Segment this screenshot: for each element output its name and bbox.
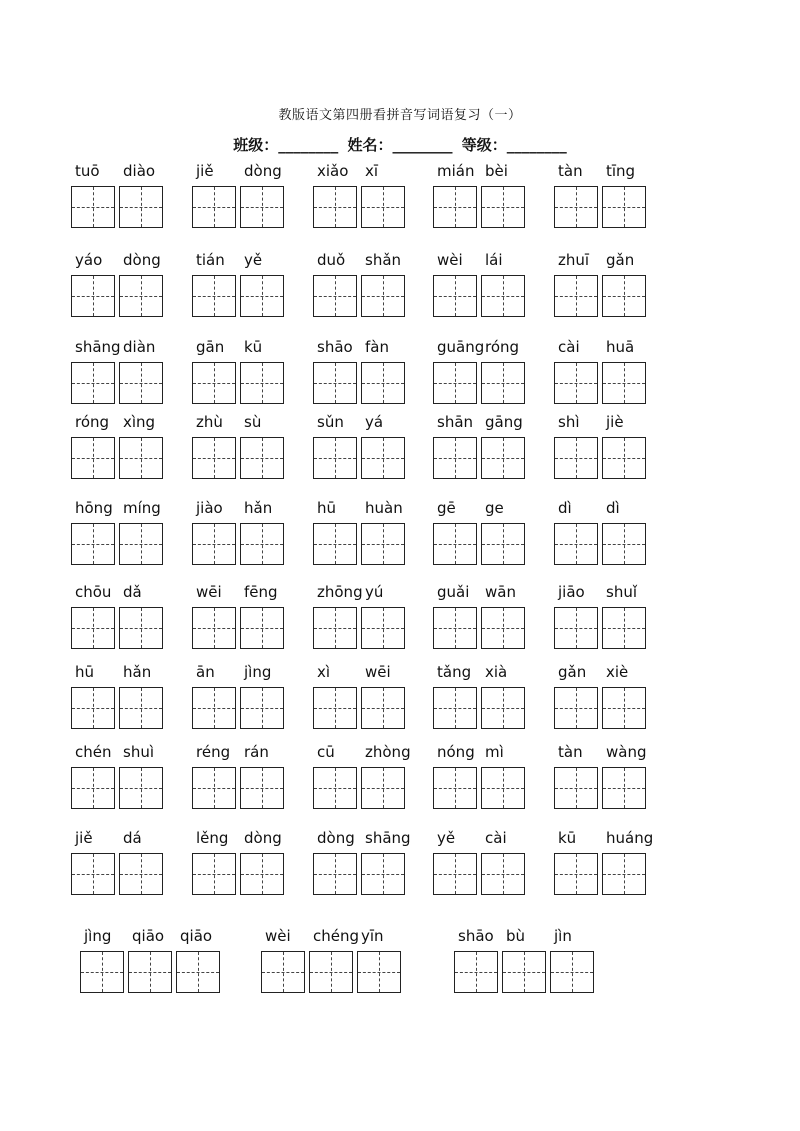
writing-grid-box[interactable] [554, 767, 598, 809]
pinyin-label: róng [485, 338, 520, 356]
writing-grid-box[interactable] [554, 275, 598, 317]
writing-grid-box[interactable] [361, 186, 405, 228]
pinyin-label: yīn [361, 927, 384, 945]
writing-grid-box[interactable] [240, 275, 284, 317]
writing-grid-box[interactable] [71, 607, 115, 649]
pinyin-label: jìng [84, 927, 112, 945]
writing-grid-box[interactable] [192, 607, 236, 649]
pinyin-label: dòng [317, 829, 355, 847]
writing-grid-box[interactable] [602, 607, 646, 649]
pinyin-label: tuō [75, 162, 100, 180]
pinyin-label: kū [558, 829, 577, 847]
writing-grid-box[interactable] [481, 767, 525, 809]
writing-grid-box[interactable] [128, 951, 172, 993]
writing-grid-box[interactable] [481, 523, 525, 565]
pinyin-label: shāng [75, 338, 121, 356]
writing-grid-box[interactable] [240, 687, 284, 729]
pinyin-label: dòng [123, 251, 161, 269]
writing-grid-box[interactable] [71, 853, 115, 895]
writing-grid-box[interactable] [71, 767, 115, 809]
pinyin-label: gǎn [606, 251, 635, 269]
writing-grid-box[interactable] [240, 607, 284, 649]
pinyin-label: diàn [123, 338, 156, 356]
pinyin-label: jiě [75, 829, 93, 847]
writing-grid-box[interactable] [240, 437, 284, 479]
writing-grid-box[interactable] [361, 767, 405, 809]
writing-grid-box[interactable] [602, 437, 646, 479]
writing-grid-box[interactable] [192, 186, 236, 228]
pinyin-label: tǎng [437, 663, 472, 681]
pinyin-label: wēi [365, 663, 391, 681]
pinyin-label: chōu [75, 583, 112, 601]
pinyin-label: xiè [606, 663, 629, 681]
pinyin-label: ān [196, 663, 215, 681]
pinyin-label: shì [558, 413, 580, 431]
writing-grid-box[interactable] [554, 607, 598, 649]
pinyin-label: lái [485, 251, 503, 269]
pinyin-label: sǔn [317, 413, 344, 431]
writing-grid-box[interactable] [176, 951, 220, 993]
writing-grid-box[interactable] [602, 275, 646, 317]
writing-grid-box[interactable] [313, 362, 357, 404]
writing-grid-box[interactable] [313, 437, 357, 479]
pinyin-label: sù [244, 413, 262, 431]
writing-grid-box[interactable] [602, 186, 646, 228]
pinyin-label: cū [317, 743, 335, 761]
writing-grid-box[interactable] [361, 362, 405, 404]
writing-grid-box[interactable] [433, 362, 477, 404]
writing-grid-box[interactable] [71, 687, 115, 729]
pinyin-label: cài [558, 338, 580, 356]
pinyin-label: róng [75, 413, 110, 431]
pinyin-label: diào [123, 162, 156, 180]
pinyin-label: dòng [244, 829, 282, 847]
pinyin-label: yě [244, 251, 263, 269]
writing-grid-box[interactable] [313, 186, 357, 228]
writing-grid-box[interactable] [554, 523, 598, 565]
writing-grid-box[interactable] [357, 951, 401, 993]
pinyin-label: jìng [244, 663, 272, 681]
pinyin-label: shāo [458, 927, 494, 945]
writing-grid-box[interactable] [71, 186, 115, 228]
writing-grid-box[interactable] [481, 853, 525, 895]
writing-grid-box[interactable] [361, 523, 405, 565]
pinyin-label: bèi [485, 162, 508, 180]
pinyin-label: gǎn [558, 663, 587, 681]
writing-grid-box[interactable] [554, 687, 598, 729]
grade-field[interactable]: 等级：________ [461, 136, 567, 154]
student-info-line [0, 134, 800, 155]
writing-grid-box[interactable] [554, 186, 598, 228]
pinyin-label: guǎi [437, 583, 470, 601]
pinyin-label: xiǎo [317, 162, 349, 180]
pinyin-label: hū [317, 499, 337, 517]
writing-grid-box[interactable] [192, 523, 236, 565]
writing-grid-box[interactable] [119, 607, 163, 649]
pinyin-label: huā [606, 338, 635, 356]
pinyin-label: mián [437, 162, 475, 180]
pinyin-label: fēng [244, 583, 278, 601]
writing-grid-box[interactable] [602, 767, 646, 809]
writing-grid-box[interactable] [119, 687, 163, 729]
writing-grid-box[interactable] [119, 437, 163, 479]
pinyin-label: tīng [606, 162, 636, 180]
pinyin-label: shuì [123, 743, 154, 761]
pinyin-label: zhuī [558, 251, 590, 269]
pinyin-label: fàn [365, 338, 389, 356]
pinyin-label: xī [365, 162, 379, 180]
pinyin-label: shāng [365, 829, 411, 847]
pinyin-label: qiāo [132, 927, 165, 945]
pinyin-label: zhòng [365, 743, 411, 761]
pinyin-label: dì [558, 499, 572, 517]
pinyin-label: xì [317, 663, 331, 681]
pinyin-label: wèi [265, 927, 291, 945]
class-field[interactable]: 班级：________ [233, 136, 339, 154]
pinyin-label: shuǐ [606, 583, 637, 601]
pinyin-label: gāng [485, 413, 523, 431]
writing-grid-box[interactable] [240, 362, 284, 404]
writing-grid-box[interactable] [119, 767, 163, 809]
pinyin-label: hū [75, 663, 95, 681]
pinyin-label: gē [437, 499, 456, 517]
writing-grid-box[interactable] [433, 607, 477, 649]
pinyin-label: qiāo [180, 927, 213, 945]
pinyin-label: wān [485, 583, 516, 601]
pinyin-label: huáng [606, 829, 654, 847]
pinyin-label: jiě [196, 162, 214, 180]
writing-grid-box[interactable] [313, 687, 357, 729]
writing-grid-box[interactable] [433, 853, 477, 895]
writing-grid-box[interactable] [119, 523, 163, 565]
writing-grid-box[interactable] [313, 853, 357, 895]
writing-grid-box[interactable] [192, 767, 236, 809]
pinyin-label: hǎn [244, 499, 273, 517]
pinyin-label: lěng [196, 829, 229, 847]
pinyin-label: jiāo [558, 583, 585, 601]
page-title: 教版语文第四册看拼音写词语复习（一） [278, 108, 522, 123]
writing-grid-box[interactable] [192, 687, 236, 729]
pinyin-label: nóng [437, 743, 475, 761]
writing-grid-box[interactable] [481, 275, 525, 317]
writing-grid-box[interactable] [602, 523, 646, 565]
pinyin-label: shān [437, 413, 474, 431]
pinyin-label: tián [196, 251, 225, 269]
writing-grid-box[interactable] [309, 951, 353, 993]
writing-grid-box[interactable] [554, 437, 598, 479]
writing-grid-box[interactable] [433, 275, 477, 317]
pinyin-label: cài [485, 829, 507, 847]
writing-grid-box[interactable] [602, 362, 646, 404]
writing-grid-box[interactable] [481, 186, 525, 228]
writing-grid-box[interactable] [361, 437, 405, 479]
writing-grid-box[interactable] [240, 523, 284, 565]
writing-grid-box[interactable] [433, 523, 477, 565]
pinyin-label: hōng [75, 499, 113, 517]
pinyin-label: ge [485, 499, 504, 517]
pinyin-label: shāo [317, 338, 353, 356]
writing-grid-box[interactable] [240, 186, 284, 228]
writing-grid-box[interactable] [602, 687, 646, 729]
pinyin-label: chéng [313, 927, 360, 945]
writing-grid-box[interactable] [192, 275, 236, 317]
writing-grid-box[interactable] [313, 275, 357, 317]
pinyin-label: réng [196, 743, 231, 761]
writing-grid-box[interactable] [313, 523, 357, 565]
writing-grid-box[interactable] [433, 186, 477, 228]
pinyin-label: guāng [437, 338, 485, 356]
writing-grid-box[interactable] [240, 853, 284, 895]
pinyin-label: tàn [558, 162, 583, 180]
pinyin-label: shǎn [365, 251, 402, 269]
writing-grid-box[interactable] [433, 437, 477, 479]
writing-grid-box[interactable] [433, 767, 477, 809]
pinyin-label: gān [196, 338, 225, 356]
writing-grid-box[interactable] [361, 687, 405, 729]
pinyin-label: yá [365, 413, 384, 431]
pinyin-label: jiè [606, 413, 624, 431]
writing-grid-box[interactable] [550, 951, 594, 993]
writing-grid-box[interactable] [361, 275, 405, 317]
writing-grid-box[interactable] [602, 853, 646, 895]
writing-grid-box[interactable] [119, 362, 163, 404]
pinyin-label: yě [437, 829, 456, 847]
pinyin-label: wèi [437, 251, 463, 269]
pinyin-label: rán [244, 743, 269, 761]
writing-grid-box[interactable] [361, 853, 405, 895]
pinyin-label: bù [506, 927, 526, 945]
pinyin-label: xìng [123, 413, 156, 431]
writing-grid-box[interactable] [361, 607, 405, 649]
writing-grid-box[interactable] [481, 607, 525, 649]
writing-grid-box[interactable] [192, 853, 236, 895]
writing-grid-box[interactable] [261, 951, 305, 993]
name-field[interactable]: 姓名：________ [347, 136, 453, 154]
writing-grid-box[interactable] [554, 362, 598, 404]
pinyin-label: dòng [244, 162, 282, 180]
pinyin-label: duǒ [317, 251, 346, 269]
pinyin-label: zhōng [317, 583, 363, 601]
pinyin-label: dì [606, 499, 620, 517]
pinyin-label: tàn [558, 743, 583, 761]
writing-grid-box[interactable] [454, 951, 498, 993]
pinyin-label: zhù [196, 413, 223, 431]
writing-grid-box[interactable] [481, 687, 525, 729]
pinyin-label: chén [75, 743, 112, 761]
writing-grid-box[interactable] [80, 951, 124, 993]
writing-grid-box[interactable] [71, 275, 115, 317]
writing-grid-box[interactable] [502, 951, 546, 993]
pinyin-label: wàng [606, 743, 647, 761]
pinyin-label: wēi [196, 583, 222, 601]
pinyin-label: mì [485, 743, 504, 761]
pinyin-label: dǎ [123, 583, 142, 601]
writing-grid-box[interactable] [481, 437, 525, 479]
pinyin-label: yú [365, 583, 384, 601]
writing-grid-box[interactable] [481, 362, 525, 404]
writing-grid-box[interactable] [71, 523, 115, 565]
writing-grid-box[interactable] [313, 607, 357, 649]
writing-grid-box[interactable] [433, 687, 477, 729]
pinyin-label: huàn [365, 499, 403, 517]
writing-grid-box[interactable] [119, 275, 163, 317]
writing-grid-box[interactable] [71, 437, 115, 479]
writing-grid-box[interactable] [240, 767, 284, 809]
writing-grid-box[interactable] [119, 853, 163, 895]
writing-grid-box[interactable] [71, 362, 115, 404]
pinyin-label: yáo [75, 251, 103, 269]
pinyin-label: xià [485, 663, 508, 681]
pinyin-label: míng [123, 499, 161, 517]
pinyin-label: jiào [196, 499, 223, 517]
pinyin-label: jìn [554, 927, 572, 945]
writing-grid-box[interactable] [119, 186, 163, 228]
writing-grid-box[interactable] [554, 853, 598, 895]
pinyin-label: dá [123, 829, 142, 847]
writing-grid-box[interactable] [192, 437, 236, 479]
pinyin-label: hǎn [123, 663, 152, 681]
writing-grid-box[interactable] [192, 362, 236, 404]
pinyin-label: kū [244, 338, 263, 356]
writing-grid-box[interactable] [313, 767, 357, 809]
